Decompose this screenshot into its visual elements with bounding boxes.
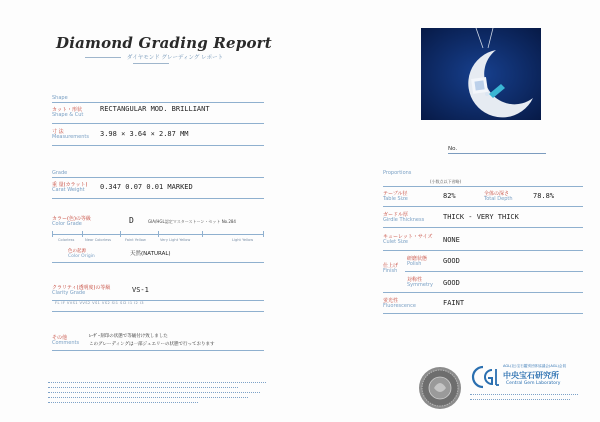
divider (52, 145, 264, 146)
lab-affiliation: AGL(社)宝石鑑別団体協議会(AGL)会員 (503, 364, 567, 368)
polish-label-en: Polish (407, 261, 422, 267)
weight-label-en: Carat Weight (52, 187, 85, 193)
divider (52, 123, 264, 124)
comments-label-en: Comments (52, 340, 80, 346)
divider (383, 186, 583, 187)
measurements-value: 3.98 × 3.64 × 2.87 MM (100, 130, 189, 138)
clarity-label-en: Clarity Grade (52, 290, 86, 296)
color-scale-ticks (52, 231, 264, 237)
color-origin-value: 天然(NATURAL) (130, 251, 171, 257)
symmetry-label-jp: 対称性 (407, 277, 423, 283)
report-title: Diamond Grading Report (56, 34, 272, 52)
divider (383, 292, 583, 293)
divider (52, 311, 264, 312)
culet-value: NONE (443, 236, 460, 244)
color-scale-faint-yellow: Faint Yellow (125, 238, 146, 242)
divider (52, 177, 264, 178)
divider (52, 262, 264, 263)
depth-value: 78.8% (533, 192, 555, 200)
color-label-jp: カラー(色)の等級 (52, 216, 91, 222)
lab-name-jp: 中央宝石研究所 (503, 371, 559, 380)
divider (383, 250, 583, 251)
color-scale-near-colorless: Near Colorless (85, 238, 112, 242)
symmetry-value: GOOD (443, 279, 460, 287)
jewelry-photo (421, 28, 541, 120)
clarity-label-jp: クラリティ(透明度)の等級 (52, 285, 111, 291)
symmetry-label-en: Symmetry (407, 282, 433, 288)
polish-label-jp: 研磨状態 (407, 256, 428, 262)
table-value: 82% (443, 192, 456, 200)
shape-label-jp: カット・形状 (52, 107, 82, 113)
divider (405, 271, 583, 272)
girdle-label-jp: ガードル厚 (383, 212, 409, 218)
section-proportions: Proportions (383, 170, 412, 176)
fluorescence-label-en: Fluorescence (383, 303, 416, 309)
shape-label-en: Shape & Cut (52, 112, 84, 118)
clarity-scale: FL IF VVS1 VVS2 VS1 VS2 SI1 SI2 I1 I2 I3 (55, 301, 144, 305)
lab-address (470, 393, 580, 407)
fluorescence-value: FAINT (443, 299, 465, 307)
weight-label-jp: 重 量(カラット) (52, 182, 88, 188)
finish-label-jp: 仕上げ (383, 263, 399, 269)
divider (52, 350, 264, 351)
weight-value: 0.347 0.07 0.01 MARKED (100, 183, 193, 191)
polish-value: GOOD (443, 257, 460, 265)
finish-label-en: Finish (383, 268, 398, 274)
lab-name-en: Central Gem Laboratory (506, 381, 561, 386)
depth-label-en: Total Depth (484, 196, 513, 202)
comments-label-jp: その他 (52, 335, 68, 341)
color-origin-label-jp: 色の起源 (68, 249, 86, 254)
measurements-label-jp: 寸 法 (52, 129, 64, 135)
section-grade: Grade (52, 170, 68, 176)
fluorescence-label-jp: 蛍光性 (383, 298, 399, 304)
table-label-jp: テーブル径 (383, 191, 408, 197)
embossed-seal-icon (418, 366, 462, 410)
girdle-label-en: Girdle Thickness (383, 217, 425, 223)
culet-label-en: Culet Size (383, 239, 408, 245)
table-label-en: Table Size (383, 196, 408, 202)
color-master-stone-note: GIA/HGL認定マスターストーン・セット No.284 (148, 219, 236, 224)
section-shape: Shape (52, 95, 68, 101)
color-scale-light-yellow: Light Yellow (232, 238, 254, 242)
shape-value: RECTANGULAR MOD. BRILLIANT (100, 105, 210, 113)
report-subtitle: ダイヤモンド グレーディング レポート (56, 53, 246, 67)
color-scale-colorless: Colorless (58, 238, 75, 242)
divider (383, 313, 583, 314)
divider (52, 102, 264, 103)
comments-line-1: ﾚｰｻﾞｰ刻印の状態で等級付け致しました (89, 334, 168, 339)
color-scale-very-light-yellow: Very Light Yellow (160, 238, 191, 242)
color-origin-label-en: Color Origin (68, 254, 95, 259)
clarity-value: VS-1 (132, 286, 149, 294)
divider (52, 198, 264, 199)
depth-label-jp: 全体の深さ (484, 191, 510, 197)
girdle-value: THICK - VERY THICK (443, 213, 519, 221)
measurements-label-en: Measurements (52, 134, 89, 140)
report-number: No. (448, 146, 546, 154)
divider (383, 206, 583, 207)
divider (383, 227, 583, 228)
color-value: D (129, 216, 134, 225)
culet-label-jp: キューレット・サイズ (383, 234, 433, 240)
comments-line-2: このグレーディングは一部ジュエリーの状態で行っております (89, 342, 215, 347)
color-label-en: Color Grade (52, 221, 82, 227)
fine-print (48, 381, 268, 409)
cgl-logo-icon (470, 364, 500, 390)
unit-note: (小数点以下省略) (430, 179, 462, 184)
